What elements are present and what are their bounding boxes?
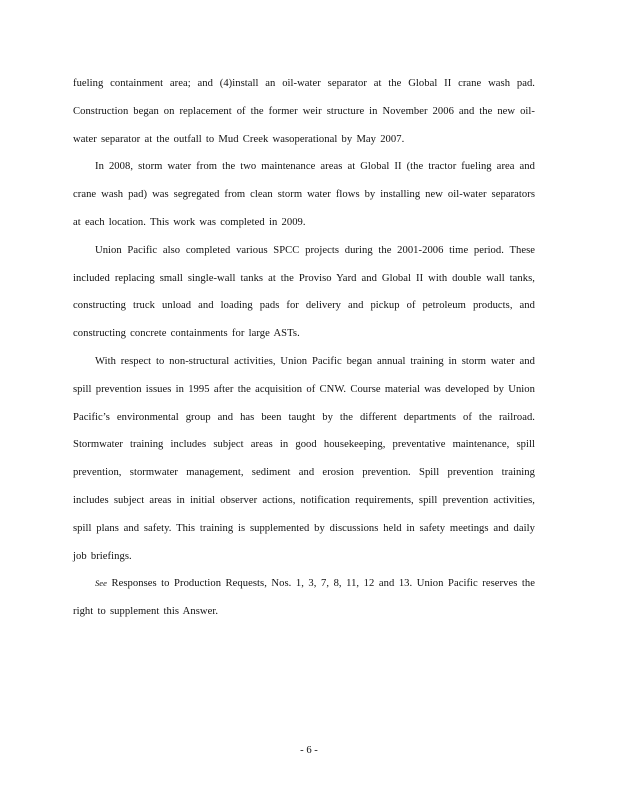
paragraph-2008-storm-water: In 2008, storm water from the two maintenance areas at Global II (the tractor fueling area and crane wash pad) was segregated from clean storm water flows by installing new oil-water separators at each location. This work was completed in 2009. (73, 161, 535, 228)
see-responses-text: Responses to Production Requests, Nos. 1, 3, 7, 8, 11, 12 and 13. Union Pacific reserves the right to supplement this Answer. (73, 578, 536, 618)
paragraph-non-structural-activities: With respect to non-structural activities, Union Pacific began annual training in storm water and spill prevention issues in 1995 after the acquisition of CNW. Course material was developed by Union Pacific’s environmental group and has been taught by the different departments of the railroad. Stormwater training includes subject areas in good housekeeping, preventative maintenance, spill prevention, stormwater management, sediment and erosion prevention. Spill prevention training includes subject areas in initial observer actions, notification requirements, spill prevention activities, spill plans and safety. This training is supplemented by discussions held in safety meetings and daily job briefings. (73, 355, 535, 562)
body-text (73, 70, 535, 626)
paragraph-continuation: fueling containment area; and (4)install an oil-water separator at the Global II crane wash pad. Construction began on replacement of the former weir structure in November 2006 and the new oil-water separator at the outfall to Mud Creek wasoperational by May 2007. (73, 78, 535, 145)
see-signal: See (95, 578, 107, 589)
paragraph-spcc-projects: Union Pacific also completed various SPCC projects during the 2001-2006 time period. These included replacing small single-wall tanks at the Proviso Yard and Global II with double wall tanks, constructing truck unload and loading pads for delivery and pickup of petroleum products, and constructing concrete containments for large ASTs. (73, 244, 535, 340)
page-number: - 6 - (300, 745, 318, 756)
paragraph-see-responses (73, 570, 535, 626)
